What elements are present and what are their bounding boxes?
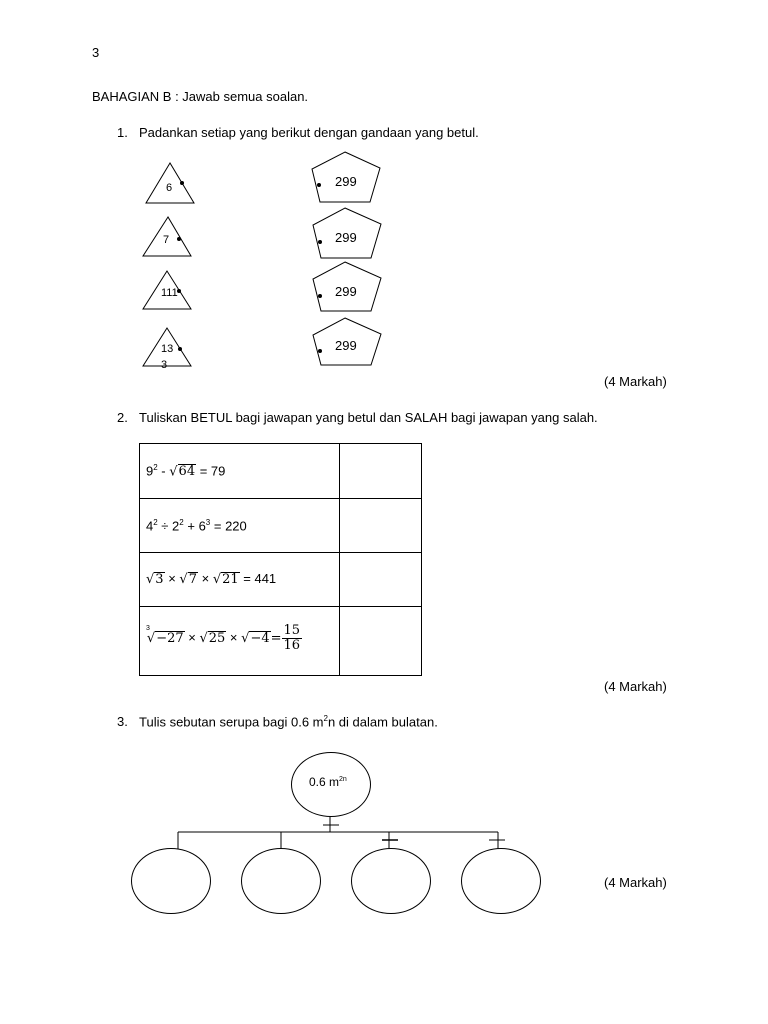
triangle-4-label-overflow: 3 xyxy=(161,359,168,371)
q3-text: Tulis sebutan serupa bagi 0.6 $m^2n$ di dalam bulatan. xyxy=(139,714,438,730)
expression-1: $9^2 - √64 = 79$ xyxy=(146,463,226,480)
pentagon-4-label: 299 xyxy=(335,338,357,353)
triangle-2-label: 7 xyxy=(163,234,170,246)
q2-marks: (4 Markah) xyxy=(604,679,667,694)
section-heading: BAHAGIAN B : Jawab semua soalan. xyxy=(92,89,309,104)
q1-number: 1. xyxy=(117,125,128,140)
triangle-3-label: 111 xyxy=(161,287,178,299)
answer-circle-2[interactable] xyxy=(241,848,321,914)
q1-text: Padankan setiap yang berikut dengan gandaan yang betul. xyxy=(139,125,479,140)
expression-2: $4^2 \div 2^2 + 6^3 = 220$ xyxy=(146,518,247,534)
expression-3: √3 × √7 × √21 = 441 xyxy=(146,571,277,587)
triangle-4-label: 13 xyxy=(161,343,174,355)
root-circle-label: 0.6 $m^{2n}$ xyxy=(309,775,347,789)
pentagon-2-label: 299 xyxy=(335,230,357,245)
pentagon-1-label: 299 xyxy=(335,174,357,189)
q3-number: 3. xyxy=(117,714,128,729)
answer-circle-3[interactable] xyxy=(351,848,431,914)
q3-marks: (4 Markah) xyxy=(604,875,667,890)
fraction: $\frac{15}{16}$ xyxy=(283,623,301,653)
q1-marks: (4 Markah) xyxy=(604,374,667,389)
q2-number: 2. xyxy=(117,410,128,425)
triangle-1-label: 6 xyxy=(166,182,173,194)
answer-circle-4[interactable] xyxy=(461,848,541,914)
expression-4: $^3$√−27 × √25 × √−4= $\frac{15}{16}$ xyxy=(146,623,301,653)
pentagon-3-label: 299 xyxy=(335,284,357,299)
q2-text: Tuliskan BETUL bagi jawapan yang betul dan SALAH bagi jawapan yang salah. xyxy=(139,410,598,425)
answer-circle-1[interactable] xyxy=(131,848,211,914)
page-number: 3 xyxy=(92,45,100,60)
